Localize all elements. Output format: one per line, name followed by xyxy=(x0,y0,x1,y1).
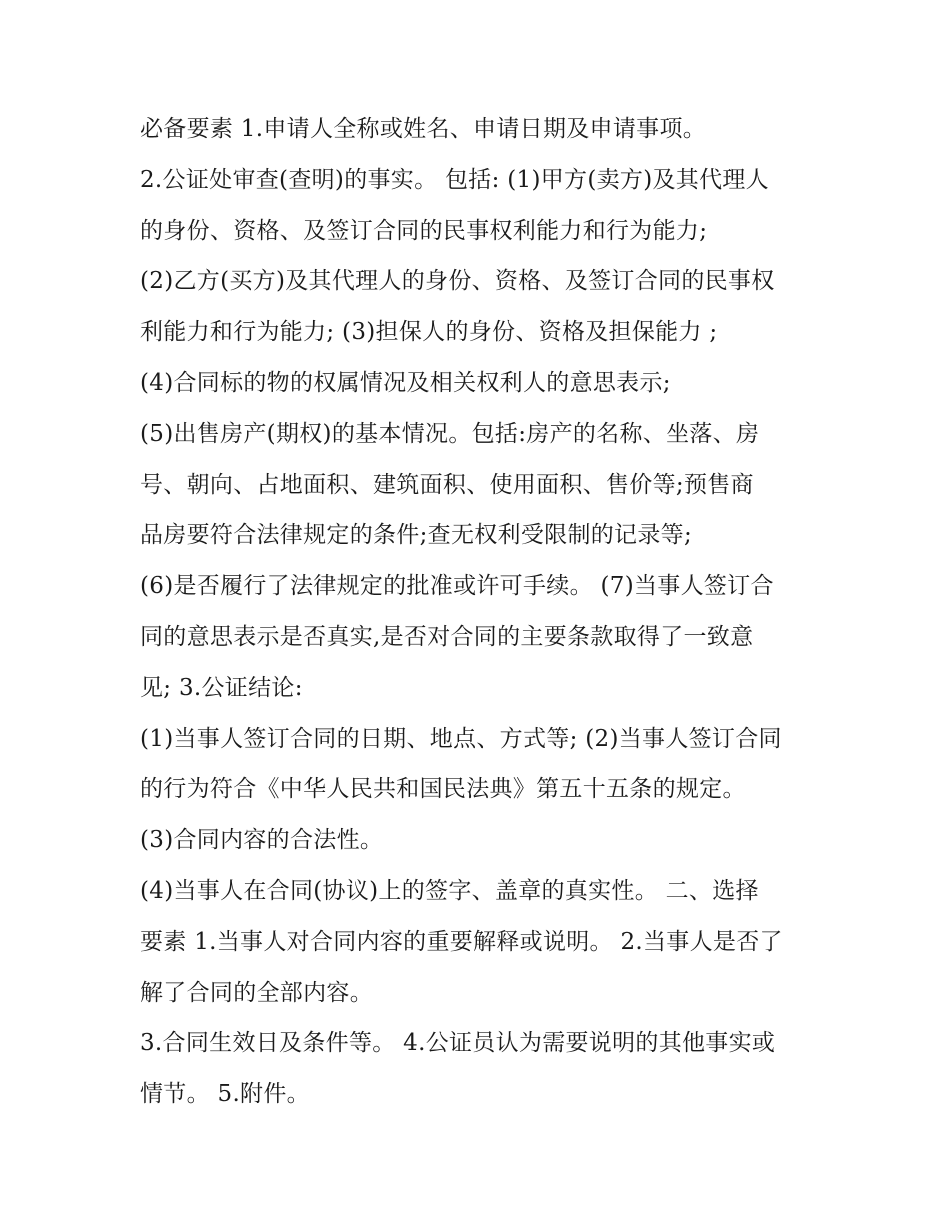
text-line: 的身份、资格、及签订合同的民事权利能力和行为能力; xyxy=(140,217,708,244)
text-line: (2)乙方(买方)及其代理人的身份、资格、及签订合同的民事权 xyxy=(140,268,775,295)
text-line: 见; 3.公证结论: xyxy=(140,674,303,701)
text-line: (4)当事人在合同(协议)上的签字、盖章的真实性。 二、选择 xyxy=(140,877,759,904)
text-line: 情节。 5.附件。 xyxy=(140,1081,310,1108)
text-line: (3)合同内容的合法性。 xyxy=(140,827,384,854)
text-line: 必备要素 1.申请人全称或姓名、申请日期及申请事项。 xyxy=(140,116,707,142)
text-line: 解了合同的全部内容。 xyxy=(140,979,373,1006)
text-line: (4)合同标的物的权属情况及相关权利人的意思表示; xyxy=(140,369,671,396)
document-body xyxy=(140,104,820,1120)
text-line: 同的意思表示是否真实,是否对合同的主要条款取得了一致意 xyxy=(140,623,754,650)
text-line: (5)出售房产(期权)的基本情况。包括:房产的名称、坐落、房 xyxy=(140,420,760,447)
text-line: 2.公证处审查(查明)的事实。 包括: (1)甲方(卖方)及其代理人 xyxy=(140,166,769,193)
text-line: 品房要符合法律规定的条件;查无权利受限制的记录等; xyxy=(140,522,692,549)
text-line: (1)当事人签订合同的日期、地点、方式等; (2)当事人签订合同 xyxy=(140,725,782,752)
text-line: (6)是否履行了法律规定的批准或许可手续。 (7)当事人签订合 xyxy=(140,573,774,600)
text-line: 号、朝向、占地面积、建筑面积、使用面积、售价等;预售商 xyxy=(140,471,754,498)
text-line: 要素 1.当事人对合同内容的重要解释或说明。 2.当事人是否了 xyxy=(140,928,783,955)
text-line: 的行为符合《中华人民共和国民法典》第五十五条的规定。 xyxy=(140,776,746,803)
text-line: 3.合同生效日及条件等。 4.公证员认为需要说明的其他事实或 xyxy=(140,1030,776,1057)
text-line: 利能力和行为能力; (3)担保人的身份、资格及担保能力 ; xyxy=(140,319,718,346)
